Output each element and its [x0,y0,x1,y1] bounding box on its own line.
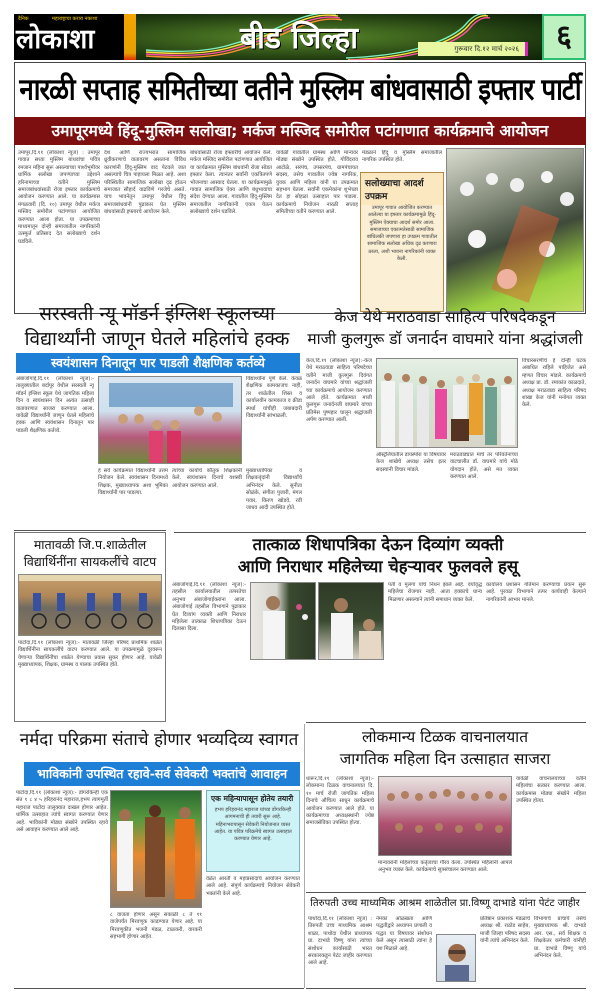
patent-column-1 [308,916,372,984]
lead-column-1 [18,150,100,308]
school-strap: स्वयंशासन दिनातून पार पाडली शैक्षणिक कर्तव्ये [16,353,300,373]
keij-column-4-text: मराठवाड्यात मार्च तर परिवर्तनाच्या वाटचालीत डॉ. वाघमारे यांचे मोठे योगदान होते, असे मत व्यक्त करण्यात आले. [450,452,518,481]
keij-column-3 [376,452,446,524]
narmada-column-2 [110,912,202,986]
womens-day-group-photo [378,776,512,856]
school-column-3 [98,468,168,526]
issue-date: गुरूवार दि.१२ मार्च २०२६ [418,42,528,56]
tilak-column-3-text: यावेळी वाचनालयाच्या वतीने महिलांचा सत्कार करण्यात आला. कार्यक्रमास मोठ्या संख्येने महिला उपस्थित होत्या. [516,776,586,805]
tilak-headline [304,726,586,770]
narmada-procession-photo [110,790,202,908]
ration-headline-line-2: आणि निराधार महिलेच्या चेहऱ्यावर फुलवले हसू [237,557,519,576]
patent-column-4 [534,916,586,984]
logo [14,14,124,60]
logo-accent-bar [124,14,136,60]
keij-column-2 [522,358,586,524]
professor-portrait-photo [436,934,476,982]
lead-column-3 [190,150,272,308]
school-column-2 [246,376,302,464]
school-headline [14,302,300,352]
tilak-headline-line-2: जागतिक महिला दिन उत्साहात साजरा [339,750,551,768]
ration-column-2-text: पती व मुलगा यांचे निधन झाले आहे. वयोवृद्ध महिलेचा रोजगार नाही. आता हक्काचे धान्य मिळणार असल्याने त्यांनी समाधान व्यक्त केले. [388,582,482,603]
narmada-sidebar-box [206,790,300,872]
ration-column-3 [486,582,586,718]
matawali-headline [14,536,166,570]
divider [306,722,586,723]
lead-headline: नारळी सप्ताह समितीच्या वतीने मुस्लिम बांधवासाठी इफ्तार पार्टी [19,73,581,108]
keij-column-1 [306,358,372,524]
lead-column-2 [104,150,186,308]
school-column-5-text: मुख्याध्यापिका व शिक्षकवृंदांनी विद्यार्थ्यांचे अभिनंदन केले. सुनीता सोळंके, संगीता पुजारी, मंगल पवार, किरण खोडवे, रवी जाधव आदी उपस्थित होते. [246,468,302,512]
tilak-column-1 [306,776,374,886]
patent-headline: तिरुपती उच्च माध्यमिक आश्रम शाळेतील प्रा.विष्णू दाभाडे यांना पेटंट जाहीर [310,898,580,909]
narmada-column-3 [206,876,300,986]
tilak-headline-line-1: लोकमान्य टिळक वाचनालयात [361,728,529,746]
narmada-column-2-text: ८ वाजता होणार असून सकाळी ८ ते ११ वाजेपर्यंत मिरवणूक काढण्यात येणार आहे. या मिरवणुकीत भजनी मंडळ, टाळकरी, वारकरी सहभागी होणार आहेत. [110,912,202,941]
lead-column-4 [276,150,358,308]
divider [14,988,304,989]
narmada-sidebar-text: हभप हरिहरानंद महाराज यांच्या डोंगरकिन्ही आगमनाची ही तयारी सुरू आहे. महिनाभरापासून सेवेकरी नियोजनात व्यस्त आहेत. या पवित्र परिक्रमेचे स्वागत उत्साहात करण्यात येणार आहे. [214,807,292,843]
lead-column-1-text: उमापूर,दि.११ (लोकाशा न्यूज) : उमापूर गावात सध्या मुस्लिम बांधवांचा पवित्र रमजान महिना सुरू असल्याच्या पार्श्वभूमीवर धार्मिक सलोखा जपण्याच्या उद्देशाने हरिनामाच्या वतीने मुस्लिम समाजबांधवांसाठी रोजा इफ्तार कार्यक्रमाचे आयोजन करण्यात आले. या कार्यक्रमास मंगळवारी (दि. १०) उमापूर येथील मर्कज मस्जिद समोरील पटांगणात आयोजित करण्यात आला होता. या उपक्रमाच्या माध्यमातून दोन्ही समाजातील नागरिकांनी उत्स्फूर्त प्रतिसाद देत सलोख्याचे दर्शन घडविले. [18,150,100,245]
tilak-column-2 [378,860,512,886]
narmada-column-1 [16,790,108,986]
lead-sidebar-box [360,172,444,312]
keij-headline-line-1: केज येथे मराठवाडा साहित्य परिषदेकडून [334,308,556,326]
masthead [14,14,586,60]
patent-column-3 [480,916,530,984]
narmada-strap: भाविकांनी उपस्थित रहावे-सर्व सेवेकरी भक्तांचे आवाहन [24,762,300,786]
patent-column-3-text: प्रतिष्ठान प्रकाशक मंडळाचे अध्यक्ष श्री. राठोड साहेब, माजी जिल्हा परिषद सदस्य यांनी त्यांचे अभिनंदन केले. [480,916,530,945]
iftar-party-photo [446,148,584,312]
keij-column-2-text: विचारसरणीचे हे दोन्ही घटक अबाधित राहिले पाहिजेत असे म्हणत विचार मांडले. कार्यक्रमाचे अध्यक्ष प्रा. डॉ. रमाकांत काळदाते, अध्यक्ष मराठवाडा साहित्य परिषद शाखा केज यांनी मनोगत व्यक्त केले. [522,358,586,409]
page-number: ६ [542,14,586,60]
school-column-2-text: विद्यार्थ्यांना पूर्ण केले. केवळ शैक्षणिक कामकाजच नाही, तर शाळेतील शिस्त व कार्यालयीन कामकाज व क्रीडा स्पर्धा यांचीही जबाबदारी विद्यार्थ्यांनी सांभाळली. [246,376,302,420]
tilak-column-1-text: धारूर,दि.११ (लोकाशा न्यूज):- लोकमान्य टिळक वाचनालयात दि. १० मार्च रोजी जागतिक महिला दिनाचे औचित्य साधून कार्यक्रमाचे आयोजन करण्यात आले होते. या कार्यक्रमाच्या अध्यक्षस्थानी ज्येष्ठ समाजसेविका उपस्थित होत्या. [306,776,374,827]
section-banner [136,14,542,60]
patent-column-2 [376,916,432,984]
school-column-1-text: अंबाजोगाई,दि.११ (लोकाशा न्यूज):-तालुक्यातील बर्दापूर येथील सरस्वती न्यू मॉडर्न इंग्लिश स्कूल येथे जागतिक महिला दिन व स्वयंशासन दिन अत्यंत उत्साही वातावरणात साजरा करण्यात आला. यावेळी विद्यार्थ्यांनी जाणून घेतले महिलांचे हक्क आणि स्वयंशासन दिनातून पार पाडली शैक्षणिक कर्तव्ये. [16,376,94,434]
school-column-5 [246,468,302,526]
lead-column-2-text: देश आणि राज्यभरात सामाजिक ध्रुवीकरणाचे वातावरण असताना विविध कारणांनी हिंदू-मुस्लिम वाद पेटवले जात असल्याचे चित्र पाहायला मिळत आहे. अशा परिस्थितीत सामाजिक सलोखा दृढ होऊन समाजात सौहार्द वाढविणे गरजेचे असते. याच भावनेतून उमापूर येथील हिंदू समाजबांधवांनी पुढाकार घेत मुस्लिम बांधवांसाठी इफ्तारचे आयोजन केले. [104,150,186,216]
ration-column-2 [388,582,482,718]
narmada-sidebar-title: एक महिन्यापासून होतेय तयारी [207,791,299,807]
logo-name: लोकाशा [16,24,95,55]
newspaper-page [14,14,586,989]
keij-column-3-text: ऑस्ट्रेलियातील डायस्पोरा या विषयावर केज शाखेचे अध्यक्ष तसेच इतर सदस्यांनी विचार मांडले. [376,452,446,473]
matawali-headline-line-2: विद्यार्थिनींना सायकलींचे वाटप [23,554,157,569]
school-column-3-text: हे सर्व कार्यक्रमात विद्यार्थ्यांनी उत्तम नियोजन केले. स्वयंशासन दिनामध्ये शिक्षक, मुख्याध्यापक अशा भूमिका विद्यार्थ्यांनी पार पाडल्या. [98,468,168,497]
school-headline-line-2: विद्यार्थ्यांनी जाणून घेतले महिलांचे हक्क [24,328,290,350]
keij-column-1-text: केज,दि.११ (लोकाशा न्यूज):-केज येथे मराठवाडा साहित्य परिषदेच्या वतीने माजी कुलगुरू दिवंगत जनार्दन वाघमारे यांच्या श्रद्धांजली च्या कार्यक्रमाचे आयोजन करण्यात आले होते. कार्यक्रमात माजी कुलगुरू जनार्दनजी वाघमारे यांच्या प्रतिमेस पुष्पहार घालून श्रद्धांजली अर्पण करण्यात आली. [306,358,372,424]
lead-column-4-text: यावेळी गावातील ग्रामस्थ आणि मान्यवर मोठ्या संख्येने उपस्थित होते. गोविंदराव आटोळे, सरपंच, उपसरपंच, ग्रामपंचायत सदस्य, तसेच गावातील ज्येष्ठ नागरिक, युवक आणि महिला यांनी या उपक्रमात सहभाग घेतला. सर्वांनी एकमेकांना शुभेच्छा देत हा सोहळा उत्साहात पार पाडला. कार्यक्रमाचे नियोजन नारळी सप्ताह समितीच्या वतीने करण्यात आले. [276,150,358,216]
tilak-column-2-text: मान्यवरांनी महिलांच्या कर्तृत्वाचा गौरव केला. उपस्थित महिलांनी आपले अनुभव व्यक्त केले. कार्यक्रमाचे सूत्रसंचालन करण्यात आले. [378,860,512,874]
divider [306,988,586,989]
school-column-4 [172,468,242,526]
tilak-column-3 [516,776,586,886]
column-divider [304,724,305,988]
ration-column-3-text: कार्यालय प्रशासन गतिमान करण्याचा प्रयत्न सुरू आहे. पुरवठा विभागाने तत्पर कार्यवाही केल्याने नागरिकांनी आभार मानले. [486,582,586,603]
keij-tribute-photo [376,358,518,448]
ration-card-photo-2 [318,582,384,660]
matawali-headline-line-1: मातावळी जि.प.शाळेतील [33,537,147,552]
matawali-text-body: पाटोदा,दि.११ (लोकाशा न्यूज):- मातावळी जिल्हा परिषद प्राथमिक शाळेत विद्यार्थिनींना सायकलींचे वाटप करण्यात आले. या उपक्रमामुळे दूरवरून येणाऱ्या विद्यार्थिनींचा शाळेत येण्याचा प्रवास सुकर होणार आहे. यावेळी मुख्याध्यापक, शिक्षक, ग्रामस्थ व पालक उपस्थित होते. [18,640,162,669]
school-students-photo [98,376,242,464]
lead-column-5 [362,150,442,170]
bicycle-distribution-photo [18,574,162,636]
lead-sidebar-text: उमापूर गावात आयोजित करण्यात आलेल्या या इफ्तार कार्यक्रमामुळे हिंदू-मुस्लिम ऐक्याचा आदर्श समोर आला. समाजाच्या एकात्मतेसाठी सामाजिक बांधिलकी जपणारा हा उपक्रम गावातील सामाजिक सलोखा अधिक दृढ करणारा ठरला, अशी भावना नागरिकांनी व्यक्त केली. [366,205,438,263]
lead-column-5-text: मंडळाने हिंदू व मुस्लिम समाजातील नागरिक उपस्थित होते. [362,150,442,164]
lead-column-3-text: बांधवांसाठी रोजा इफ्तारीचे आयोजन केले. मर्कज मस्जिद समोरील पटांगणात आयोजित या कार्यक्रमात मुस्लिम बांधवांनी रोजा सोडत इफ्तार केला. त्यानंतर सर्वांनी एकत्रितपणे भोजनाचा आस्वाद घेतला. या कार्यक्रमामुळे गावात सामाजिक ऐक्य आणि बंधुभावाचा संदेश देण्यात आला. गावातील हिंदू-मुस्लिम समाजातील नागरिकांनी एकत्र येऊन सलोख्याचे दर्शन घडविले. [190,150,272,216]
patent-column-1-text: पाथोदा,दि.११ (लोकाशा न्यूज) : तिरुपती उच्च माध्यमिक आश्रम शाळा, पाथोदा येथील प्राध्यापक प्रा. दाभाडे विष्णू यांना त्यांच्या संशोधन कार्यासाठी भारत सरकारकडून पेटंट जाहीर करण्यात आले आहे. [308,916,372,967]
ration-column-1-text: अंबाजोगाई,दि.११ (लोकाशा न्यूज):- तहसील कार्यालयातील तत्परतेचा अनुभव अंबाजोगाईकरांना आला. अंबाजोगाई तहसील विभागाने पुढाकार घेत दिव्यांग व्यक्ती आणि निराधार महिलेला तात्काळ शिधापत्रिका देऊन दिलासा दिला. [172,582,246,633]
school-column-1 [16,376,94,526]
matawali-text [18,640,162,718]
keij-headline-line-2: माजी कुलगुरू डॉ जनार्दन वाघमारे यांना श्रद्धांजली [307,330,583,348]
patent-column-4-text: विभागाचे प्राचार्य तसेच मुख्याध्यापक श्री. दाभाडे आर. एस., सर्व शिक्षक व शिक्षकेतर कर्मचारी यांनीही प्रा. दाभाडे विष्णू यांचे अभिनंदन केले. [534,916,586,960]
logo-tagline-daily: दैनिक [18,16,29,22]
ration-column-1 [172,582,246,718]
divider [14,530,166,531]
divider [306,892,586,893]
lead-sidebar-title: सलोख्याचा आदर्श उपक्रम [361,173,443,205]
ration-card-photo-1 [250,582,316,660]
ration-headline-line-1: तात्काळ शिधापत्रिका देऊन दिव्यांग व्यक्ती [252,535,504,554]
lead-subheadline: उमापूरमध्ये हिंदू-मुस्लिम सलोखा; मर्कज मस्जिद समोरील पटांगणात कार्यक्रमाचे आयोजन [14,117,586,145]
narmada-column-1-text: पाटोदा,दि.११ (लोकाशा न्यूज):- डोंगरकिन्ही एक संत १ ८ ४ ५ हरिहरानंद महाराज,हभप त्यागमूर्ती महाराज पाटोदा तालुक्यात दाखल होणार आहेत. धार्मिक उत्साहात त्यांचे स्वागत करण्यात येणार आहे. भाविकांनी मोठ्या संख्येने उपस्थित रहावे असे आवाहन करण्यात आले आहे. [16,790,108,834]
patent-column-2-text: नेमका ओळखता आणि पद्धतीद्वारे अध्यापन प्रणाली व पद्धत या विषयावर संशोधन केले असून त्यासाठी त्यांना हे यश मिळाले आहे. [376,916,432,952]
narmada-column-3-text: वेळेत आरती व महाप्रसादाचे आयोजन करण्यात आले आहे. संपूर्ण कार्यक्रमाचे नियोजन सेवेकरी भक्तांनी केले आहे. [206,876,300,897]
school-headline-line-1: सरस्वती न्यू मॉडर्न इंग्लिश स्कूलच्या [39,303,275,325]
school-column-4-text: त्यांच्या कार्याचे कौतुक शिक्षकांनी केले. स्वयंशासन दिनाचे यशस्वी आयोजन करण्यात आले. [172,468,242,489]
divider [174,532,586,533]
section-title: बीड जिल्हा [240,21,359,56]
keij-column-4 [450,452,518,524]
ration-headline [170,534,586,578]
narmada-headline: नर्मदा परिक्रमा संताचे होणार भव्यदिव्य स्वागत [19,730,299,750]
keij-headline [304,306,586,350]
logo-tagline: महाराष्ट्राचा करारा नकाशा [52,16,98,22]
